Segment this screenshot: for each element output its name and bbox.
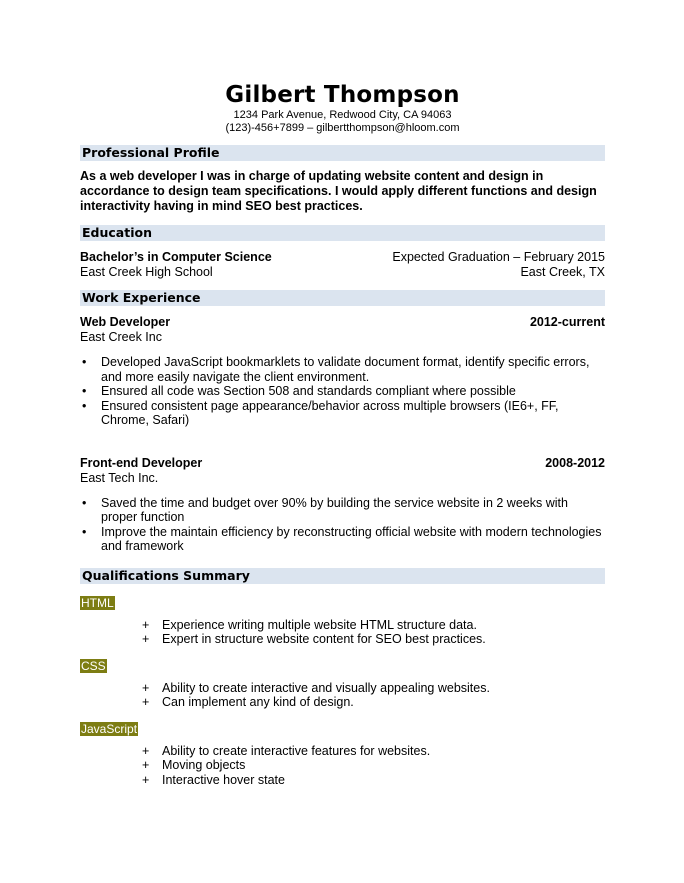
contact-address: 1234 Park Avenue, Redwood City, CA 94063 bbox=[233, 109, 452, 121]
job-company: East Creek Inc bbox=[80, 330, 162, 344]
job-title: Front-end Developer bbox=[80, 455, 203, 470]
skill-tag-html: HTML bbox=[81, 595, 114, 610]
skill-tag-css: CSS bbox=[81, 658, 106, 673]
section-heading-profile: Professional Profile bbox=[80, 145, 605, 161]
job-company: East Tech Inc. bbox=[80, 470, 159, 485]
section-heading-education: Education bbox=[80, 225, 605, 241]
list-item: + Can implement any kind of design. bbox=[142, 695, 354, 709]
skill-list bbox=[80, 744, 605, 788]
contact-phone-email: (123)-456+7899 – gilbertthompson@hloom.com bbox=[225, 122, 460, 134]
list-item: • Ensured all code was Section 508 and standards compliant where possible bbox=[82, 384, 516, 398]
list-item: • Developed JavaScript bookmarklets to validate document format, identify specific errors, and more easily navigate the client environment. bbox=[82, 355, 590, 384]
list-item: • Ensured consistent page appearance/behavior across multiple browsers (IE6+, FF, Chrome, Safari) bbox=[82, 398, 559, 427]
education-school: East Creek High School bbox=[80, 265, 213, 279]
candidate-name: Gilbert Thompson bbox=[225, 82, 460, 108]
education-degree: Bachelor’s in Computer Science bbox=[80, 250, 272, 264]
job-company-row bbox=[80, 471, 605, 486]
education-location: East Creek, TX bbox=[520, 265, 605, 279]
job-dates: 2008-2012 bbox=[545, 455, 605, 470]
section-heading-qualifications: Qualifications Summary bbox=[80, 568, 605, 584]
bullet-icon: • bbox=[82, 524, 87, 539]
list-item: • Saved the time and budget over 90% by building the service website in 2 weeks with proper function bbox=[82, 495, 568, 524]
education-graduation: Expected Graduation – February 2015 bbox=[392, 250, 605, 264]
plus-icon: + bbox=[142, 758, 150, 772]
profile-text: As a web developer I was in charge of updating website content and design in accordance to design team specifications. I would apply different functions and design interactivity having in mind SEO best practices. bbox=[80, 169, 597, 213]
plus-icon: + bbox=[142, 617, 150, 632]
skill-list bbox=[80, 618, 605, 647]
section-heading-work: Work Experience bbox=[80, 290, 605, 306]
plus-icon: + bbox=[142, 772, 150, 787]
list-item: + Expert in structure website content for SEO best practices. bbox=[142, 632, 486, 646]
bullet-icon: • bbox=[82, 495, 87, 510]
list-item: • Improve the maintain efficiency by reconstructing official website with modern technologies and framework bbox=[82, 524, 602, 553]
list-item: + Experience writing multiple website HTML structure data. bbox=[142, 617, 477, 632]
job-bullets bbox=[80, 355, 605, 428]
plus-icon: + bbox=[142, 680, 150, 695]
resume-page bbox=[80, 0, 605, 787]
job-dates: 2012-current bbox=[529, 315, 605, 329]
spacer bbox=[80, 428, 605, 456]
plus-icon: + bbox=[142, 695, 150, 709]
list-item: + Ability to create interactive features for websites. bbox=[142, 743, 431, 758]
skill-list bbox=[80, 681, 605, 710]
bullet-icon: • bbox=[82, 355, 87, 369]
education-row-1 bbox=[80, 250, 605, 265]
skill-tag-javascript: JavaScript bbox=[81, 721, 138, 736]
job-title: Web Developer bbox=[80, 315, 171, 329]
list-item: + Moving objects bbox=[142, 758, 246, 772]
list-item: + Interactive hover state bbox=[142, 772, 285, 787]
plus-icon: + bbox=[142, 743, 150, 758]
education-row-2 bbox=[80, 265, 605, 280]
bullet-icon: • bbox=[82, 398, 87, 413]
job-header bbox=[80, 315, 605, 330]
job-company-row bbox=[80, 330, 605, 345]
job-header bbox=[80, 456, 605, 471]
plus-icon: + bbox=[142, 632, 150, 646]
list-item: + Ability to create interactive and visually appealing websites. bbox=[142, 680, 490, 695]
job-bullets bbox=[80, 496, 605, 554]
bullet-icon: • bbox=[82, 384, 87, 398]
